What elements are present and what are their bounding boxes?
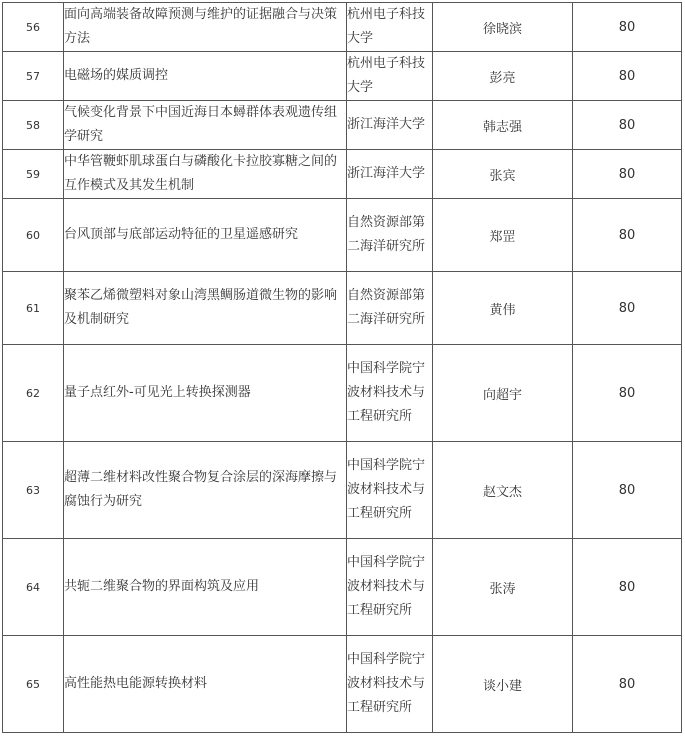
row-number: 62	[3, 345, 64, 442]
person-name: 徐晓滨	[433, 3, 573, 52]
row-number: 56	[3, 3, 64, 52]
person-name: 张涛	[433, 539, 573, 636]
row-number: 58	[3, 101, 64, 150]
table-row	[3, 442, 682, 539]
table-row	[3, 539, 682, 636]
person-name: 赵文杰	[433, 442, 573, 539]
person-name: 向超宇	[433, 345, 573, 442]
institution: 浙江海洋大学	[347, 101, 433, 150]
row-number: 65	[3, 636, 64, 733]
project-title: 台风顶部与底部运动特征的卫星遥感研究	[64, 199, 347, 272]
row-number: 63	[3, 442, 64, 539]
row-number: 57	[3, 52, 64, 101]
institution: 杭州电子科技大学	[347, 52, 433, 101]
score: 80	[573, 272, 682, 345]
project-title: 共轭二维聚合物的界面构筑及应用	[64, 539, 347, 636]
table-row	[3, 52, 682, 101]
institution: 杭州电子科技大学	[347, 3, 433, 52]
score: 80	[573, 150, 682, 199]
score: 80	[573, 442, 682, 539]
score: 80	[573, 199, 682, 272]
project-title: 电磁场的媒质调控	[64, 52, 347, 101]
score: 80	[573, 345, 682, 442]
table-row	[3, 199, 682, 272]
institution: 浙江海洋大学	[347, 150, 433, 199]
institution: 中国科学院宁波材料技术与工程研究所	[347, 636, 433, 733]
project-title: 气候变化背景下中国近海日本蟳群体表观遗传组学研究	[64, 101, 347, 150]
table-row	[3, 3, 682, 52]
institution: 中国科学院宁波材料技术与工程研究所	[347, 539, 433, 636]
person-name: 张宾	[433, 150, 573, 199]
person-name: 彭亮	[433, 52, 573, 101]
institution: 自然资源部第二海洋研究所	[347, 199, 433, 272]
project-title: 量子点红外-可见光上转换探测器	[64, 345, 347, 442]
project-title: 中华管鞭虾肌球蛋白与磷酸化卡拉胶寡糖之间的互作模式及其发生机制	[64, 150, 347, 199]
table-row	[3, 272, 682, 345]
institution: 中国科学院宁波材料技术与工程研究所	[347, 345, 433, 442]
project-title: 面向高端装备故障预测与维护的证据融合与决策方法	[64, 3, 347, 52]
person-name: 郑罡	[433, 199, 573, 272]
score: 80	[573, 101, 682, 150]
project-table	[2, 2, 682, 733]
row-number: 64	[3, 539, 64, 636]
table-row	[3, 636, 682, 733]
person-name: 黄伟	[433, 272, 573, 345]
project-table-body	[3, 3, 682, 733]
table-row	[3, 101, 682, 150]
row-number: 59	[3, 150, 64, 199]
table-row	[3, 345, 682, 442]
row-number: 61	[3, 272, 64, 345]
institution: 中国科学院宁波材料技术与工程研究所	[347, 442, 433, 539]
score: 80	[573, 3, 682, 52]
person-name: 韩志强	[433, 101, 573, 150]
score: 80	[573, 636, 682, 733]
person-name: 谈小建	[433, 636, 573, 733]
score: 80	[573, 52, 682, 101]
project-title: 超薄二维材料改性聚合物复合涂层的深海摩擦与腐蚀行为研究	[64, 442, 347, 539]
project-title: 高性能热电能源转换材料	[64, 636, 347, 733]
row-number: 60	[3, 199, 64, 272]
institution: 自然资源部第二海洋研究所	[347, 272, 433, 345]
score: 80	[573, 539, 682, 636]
project-title: 聚苯乙烯微塑料对象山湾黑鲷肠道微生物的影响及机制研究	[64, 272, 347, 345]
table-row	[3, 150, 682, 199]
